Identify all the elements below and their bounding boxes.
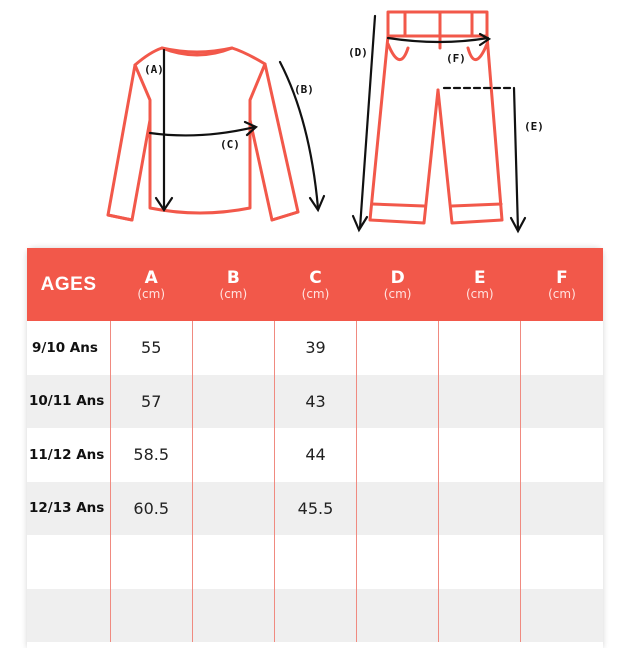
header-col-e [439, 248, 521, 321]
age-cell [27, 589, 110, 643]
age-cell: 11/12 Ans [27, 428, 110, 482]
value-cell: 55 [110, 321, 192, 375]
age-cell: 12/13 Ans [27, 482, 110, 536]
value-cell: 60.5 [110, 482, 192, 536]
table-row [27, 589, 603, 643]
header-letter: C [309, 267, 322, 288]
trousers-icon [340, 8, 544, 243]
value-cell [192, 482, 274, 536]
value-cell [357, 375, 439, 429]
table-header-row [27, 248, 603, 321]
value-cell: 58.5 [110, 428, 192, 482]
value-cell [357, 321, 439, 375]
header-letter: E [473, 267, 486, 288]
value-cell [110, 535, 192, 589]
table-row [27, 375, 603, 429]
value-cell [521, 375, 603, 429]
label-f: (F) [446, 52, 466, 65]
label-c: (C) [220, 138, 240, 151]
table-row [27, 535, 603, 589]
value-cell [439, 482, 521, 536]
value-cell [192, 589, 274, 643]
header-unit: (cm) [548, 286, 576, 301]
value-cell [521, 428, 603, 482]
header-letter: B [226, 267, 240, 288]
value-cell: 44 [274, 428, 356, 482]
header-col-c [274, 248, 356, 321]
value-cell [274, 535, 356, 589]
table-row [27, 321, 603, 375]
size-table [27, 248, 603, 642]
value-cell [357, 482, 439, 536]
value-cell [357, 428, 439, 482]
header-ages-label: AGES [40, 273, 97, 295]
value-cell [439, 428, 521, 482]
value-cell [357, 535, 439, 589]
header-ages [27, 248, 110, 321]
header-col-d [357, 248, 439, 321]
age-cell: 10/11 Ans [27, 375, 110, 429]
value-cell: 45.5 [274, 482, 356, 536]
header-letter: A [144, 267, 158, 288]
table-row [27, 428, 603, 482]
value-cell [439, 535, 521, 589]
value-cell [521, 589, 603, 643]
header-unit: (cm) [465, 286, 494, 301]
value-cell: 43 [274, 375, 356, 429]
age-cell [27, 535, 110, 589]
header-letter: D [390, 267, 405, 288]
value-cell [521, 482, 603, 536]
value-cell: 39 [274, 321, 356, 375]
header-unit: (cm) [383, 286, 412, 301]
table-row [27, 482, 603, 536]
label-e: (E) [524, 120, 544, 133]
value-cell [192, 375, 274, 429]
value-cell [357, 589, 439, 643]
header-col-b [192, 248, 274, 321]
age-cell: 9/10 Ans [27, 321, 110, 375]
size-table-card [27, 248, 603, 648]
value-cell [521, 321, 603, 375]
value-cell [192, 428, 274, 482]
value-cell [439, 375, 521, 429]
value-cell: 57 [110, 375, 192, 429]
value-cell [274, 589, 356, 643]
header-unit: (cm) [301, 286, 330, 301]
value-cell [192, 535, 274, 589]
label-b: (B) [294, 83, 314, 96]
value-cell [192, 321, 274, 375]
header-col-f [521, 248, 603, 321]
header-letter: F [556, 267, 568, 288]
value-cell [521, 535, 603, 589]
value-cell [439, 321, 521, 375]
label-a: (A) [144, 63, 164, 76]
header-col-a [110, 248, 192, 321]
label-d: (D) [348, 46, 368, 59]
header-unit: (cm) [219, 286, 248, 301]
header-unit: (cm) [137, 286, 166, 301]
sweater-icon [100, 40, 330, 230]
value-cell [110, 589, 192, 643]
value-cell [439, 589, 521, 643]
